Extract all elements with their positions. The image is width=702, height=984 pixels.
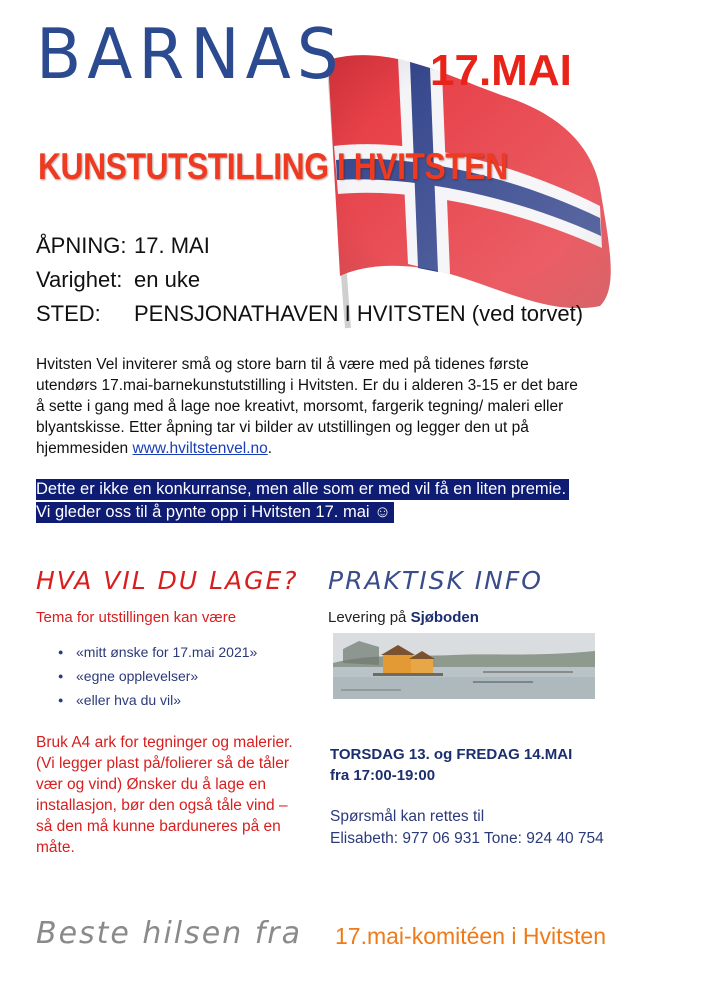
detail-label: STED: [36, 301, 101, 326]
right-heading: PRAKTISK INFO [328, 566, 543, 595]
theme-list [58, 640, 257, 712]
left-heading: HVA VIL DU LAGE? [36, 566, 299, 595]
intro-end: . [267, 440, 273, 457]
title-barnas: BARNAS [36, 14, 345, 95]
dates-line-1: TORSDAG 13. og FREDAG 14.MAI [330, 746, 573, 763]
harbour-photo [333, 633, 595, 699]
banner-line-2: Vi gleder oss til å pynte opp i Hvitsten 17. mai ☺ [36, 502, 394, 523]
footer-committee: 17.mai-komitéen i Hvitsten [335, 923, 606, 949]
delivery-dates [330, 744, 572, 786]
contacts-line: Elisabeth: 977 06 931 Tone: 924 40 754 [330, 830, 604, 847]
delivery-place: Sjøboden [410, 609, 479, 626]
materials-paragraph: Bruk A4 ark for tegninger og malerier. (Vi legger plast på/folierer så de tåler vær og vind) Ønsker du å lage en installasjon, bør den også tåle vind – så den må kunne barduneres på en måte. [36, 734, 293, 856]
intro-paragraph [36, 354, 581, 459]
dates-line-2: fra 17:00-19:00 [330, 767, 436, 784]
footer-greeting: Beste hilsen fra [36, 916, 303, 951]
detail-label: Varighet: [36, 267, 123, 292]
questions-line: Spørsmål kan rettes til [330, 808, 485, 825]
delivery-line [328, 609, 479, 626]
detail-value: en uke [134, 267, 201, 292]
highlight-banner [36, 478, 569, 524]
banner-line-1: Dette er ikke en konkurranse, men alle som er med vil få en liten premie. [36, 479, 569, 500]
detail-value: 17. MAI [134, 233, 210, 258]
subtitle: KUNSTUTSTILLING I HVITSTEN [38, 146, 508, 187]
title-date: 17.MAI [430, 46, 572, 95]
list-item: ● «egne opplevelser» [58, 664, 257, 688]
website-link[interactable]: www.hviltstenvel.no [132, 440, 268, 457]
detail-label: ÅPNING: [36, 233, 127, 258]
theme-intro: Tema for utstillingen kan være [36, 609, 237, 626]
detail-value: PENSJONATHAVEN I HVITSTEN (ved torvet) [134, 301, 584, 326]
contact-info [330, 806, 604, 850]
intro-text: Hvitsten Vel inviterer små og store barn til å være med på tidenes første utendørs 17.mai-barnekunstutstilling i Hvitsten. Er du i alderen 3-15 er det bare å sette i gang med å lage noe kreativt, morsomt, fargerik tegning/ maleri eller blyantskisse. Etter åpning tar vi bilder av utstillingen og legger den ut på hjemmesiden [36, 356, 578, 457]
delivery-prefix: Levering på [328, 609, 411, 626]
list-item: ● «mitt ønske for 17.mai 2021» [58, 640, 257, 664]
list-item: ● «eller hva du vil» [58, 688, 257, 712]
